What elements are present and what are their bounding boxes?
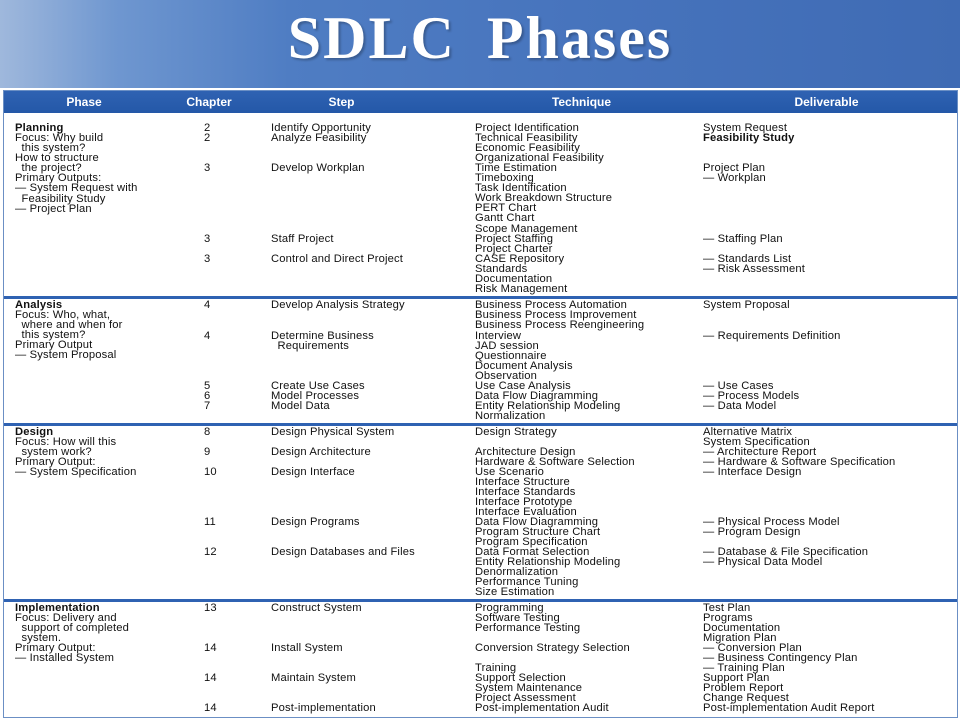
- deliverable-cell: Alternative Matrix System Specification: [703, 426, 810, 449]
- phase-description-analysis: Focus: Who, what, where and when for this system? Primary Output — System Proposal: [15, 309, 123, 362]
- title-bar: [0, 0, 960, 88]
- step-cell: Post-implementation: [271, 702, 376, 714]
- technique-cell: CASE Repository Standards Documentation Risk Management: [475, 253, 568, 296]
- chapter-cell: 10: [204, 466, 217, 478]
- deliverable-cell: — Architecture Report — Hardware & Software Specification: [703, 446, 896, 469]
- technique-cell: Data Flow Diagramming Program Structure Chart Program Specification: [475, 516, 601, 549]
- technique-cell: Use Scenario Interface Structure Interface Standards Interface Prototype Interface Evaluation: [475, 466, 577, 519]
- step-cell: Construct System: [271, 602, 362, 614]
- technique-cell: Use Case Analysis Data Flow Diagramming Entity Relationship Modeling Normalization: [475, 380, 621, 423]
- table-header-row: [4, 91, 957, 113]
- technique-cell: Time Estimation Timeboxing Task Identification Work Breakdown Structure PERT Chart Gantt Chart Scope Management: [475, 162, 613, 235]
- deliverable-cell: — Physical Process Model — Program Design: [703, 516, 840, 539]
- chapter-cell: 14: [204, 672, 217, 684]
- technique-cell: Architecture Design Hardware & Software Selection: [475, 446, 635, 469]
- header-technique: Technique: [551, 95, 612, 109]
- deliverable-cell: Post-implementation Audit Report: [703, 702, 875, 714]
- step-cell: Maintain System: [271, 672, 356, 684]
- step-cell: Design Interface: [271, 466, 355, 478]
- deliverable-cell: — Standards List — Risk Assessment: [703, 253, 806, 276]
- step-cell: Create Use Cases Model Processes Model Data: [271, 380, 365, 413]
- step-cell: Develop Workplan: [271, 162, 365, 174]
- deliverable-cell: — Requirements Definition: [703, 330, 841, 342]
- step-cell: Design Programs: [271, 516, 360, 528]
- slide-title: SDLC Phases: [287, 5, 673, 71]
- step-cell: Design Architecture: [271, 446, 371, 458]
- technique-cell: Project Identification Technical Feasibility Economic Feasibility Organizational Feasibility: [475, 122, 604, 165]
- chapter-cell: 8: [204, 426, 211, 438]
- step-cell: Determine Business Requirements: [271, 330, 374, 353]
- phase-description-design: Focus: How will this system work? Primary Output: — System Specification: [15, 436, 137, 479]
- chapter-cell: 11: [204, 516, 216, 528]
- step-cell: Develop Analysis Strategy: [271, 299, 405, 311]
- chapter-cell: 14: [204, 702, 217, 714]
- technique-cell: Conversion Strategy Selection Training: [475, 642, 630, 675]
- step-cell: Install System: [271, 642, 343, 654]
- chapter-cell: 5 6 7: [204, 380, 211, 413]
- header-chapter: Chapter: [186, 95, 232, 109]
- chapter-cell: 3: [204, 253, 211, 265]
- deliverable-cell: Support Plan Problem Report Change Request: [703, 672, 790, 705]
- phase-name-implementation: Implementation: [15, 602, 100, 614]
- technique-cell: Project Staffing Project Charter: [475, 233, 554, 256]
- deliverable-cell: — Interface Design: [703, 466, 802, 478]
- technique-cell: Interview JAD session Questionnaire Document Analysis Observation: [475, 330, 573, 383]
- phase-name-design: Design: [15, 426, 54, 438]
- step-cell: Identify Opportunity Analyze Feasibility: [271, 122, 372, 145]
- chapter-cell: 14: [204, 642, 217, 654]
- chapter-cell: 13: [204, 602, 217, 614]
- deliverable-cell: Project Plan — Workplan: [703, 162, 766, 185]
- deliverable-cell: System Proposal: [703, 299, 790, 311]
- deliverable-cell: — Staffing Plan: [703, 233, 783, 245]
- header-phase: Phase: [66, 95, 102, 109]
- chapter-cell: 2 2: [204, 122, 211, 145]
- step-cell: Design Databases and Files: [271, 546, 415, 558]
- header-deliverable: Deliverable: [794, 95, 859, 109]
- sdlc-table: [3, 90, 958, 718]
- deliverable-cell-feasibility-study: Feasibility Study: [703, 132, 795, 144]
- deliverable-cell: — Use Cases — Process Models — Data Model: [703, 380, 800, 413]
- header-step: Step: [328, 95, 355, 109]
- chapter-cell: 4: [204, 330, 211, 342]
- deliverable-cell: — Conversion Plan — Business Contingency Plan — Training Plan: [703, 642, 858, 675]
- chapter-cell: 3: [204, 233, 211, 245]
- chapter-cell: 12: [204, 546, 217, 558]
- technique-cell: Design Strategy: [475, 426, 557, 438]
- step-cell: Design Physical System: [271, 426, 395, 438]
- technique-cell: Business Process Automation Business Process Improvement Business Process Reengineering: [475, 299, 645, 332]
- deliverable-cell: System Request: [703, 122, 788, 134]
- chapter-cell: 3: [204, 162, 211, 174]
- deliverable-cell: Test Plan Programs Documentation Migration Plan: [703, 602, 781, 645]
- chapter-cell: 4: [204, 299, 211, 311]
- technique-cell: Post-implementation Audit: [475, 702, 609, 714]
- phase-description-implementation: Focus: Delivery and support of completed system. Primary Output: — Installed System: [15, 612, 129, 665]
- deliverable-cell: — Database & File Specification — Physical Data Model: [703, 546, 869, 569]
- phase-description-planning: Focus: Why build this system? How to structure the project? Primary Outputs: — System Request with Feasibility Study — Project Plan: [15, 132, 138, 215]
- technique-cell: Support Selection System Maintenance Project Assessment: [475, 672, 583, 705]
- phase-name-analysis: Analysis: [15, 299, 63, 311]
- chapter-cell: 9: [204, 446, 211, 458]
- step-cell: Control and Direct Project: [271, 253, 403, 265]
- technique-cell: Data Format Selection Entity Relationship Modeling Denormalization Performance Tuning Size Estimation: [475, 546, 621, 599]
- technique-cell: Programming Software Testing Performance Testing: [475, 602, 581, 635]
- phase-name-planning: Planning: [15, 122, 64, 134]
- step-cell: Staff Project: [271, 233, 334, 245]
